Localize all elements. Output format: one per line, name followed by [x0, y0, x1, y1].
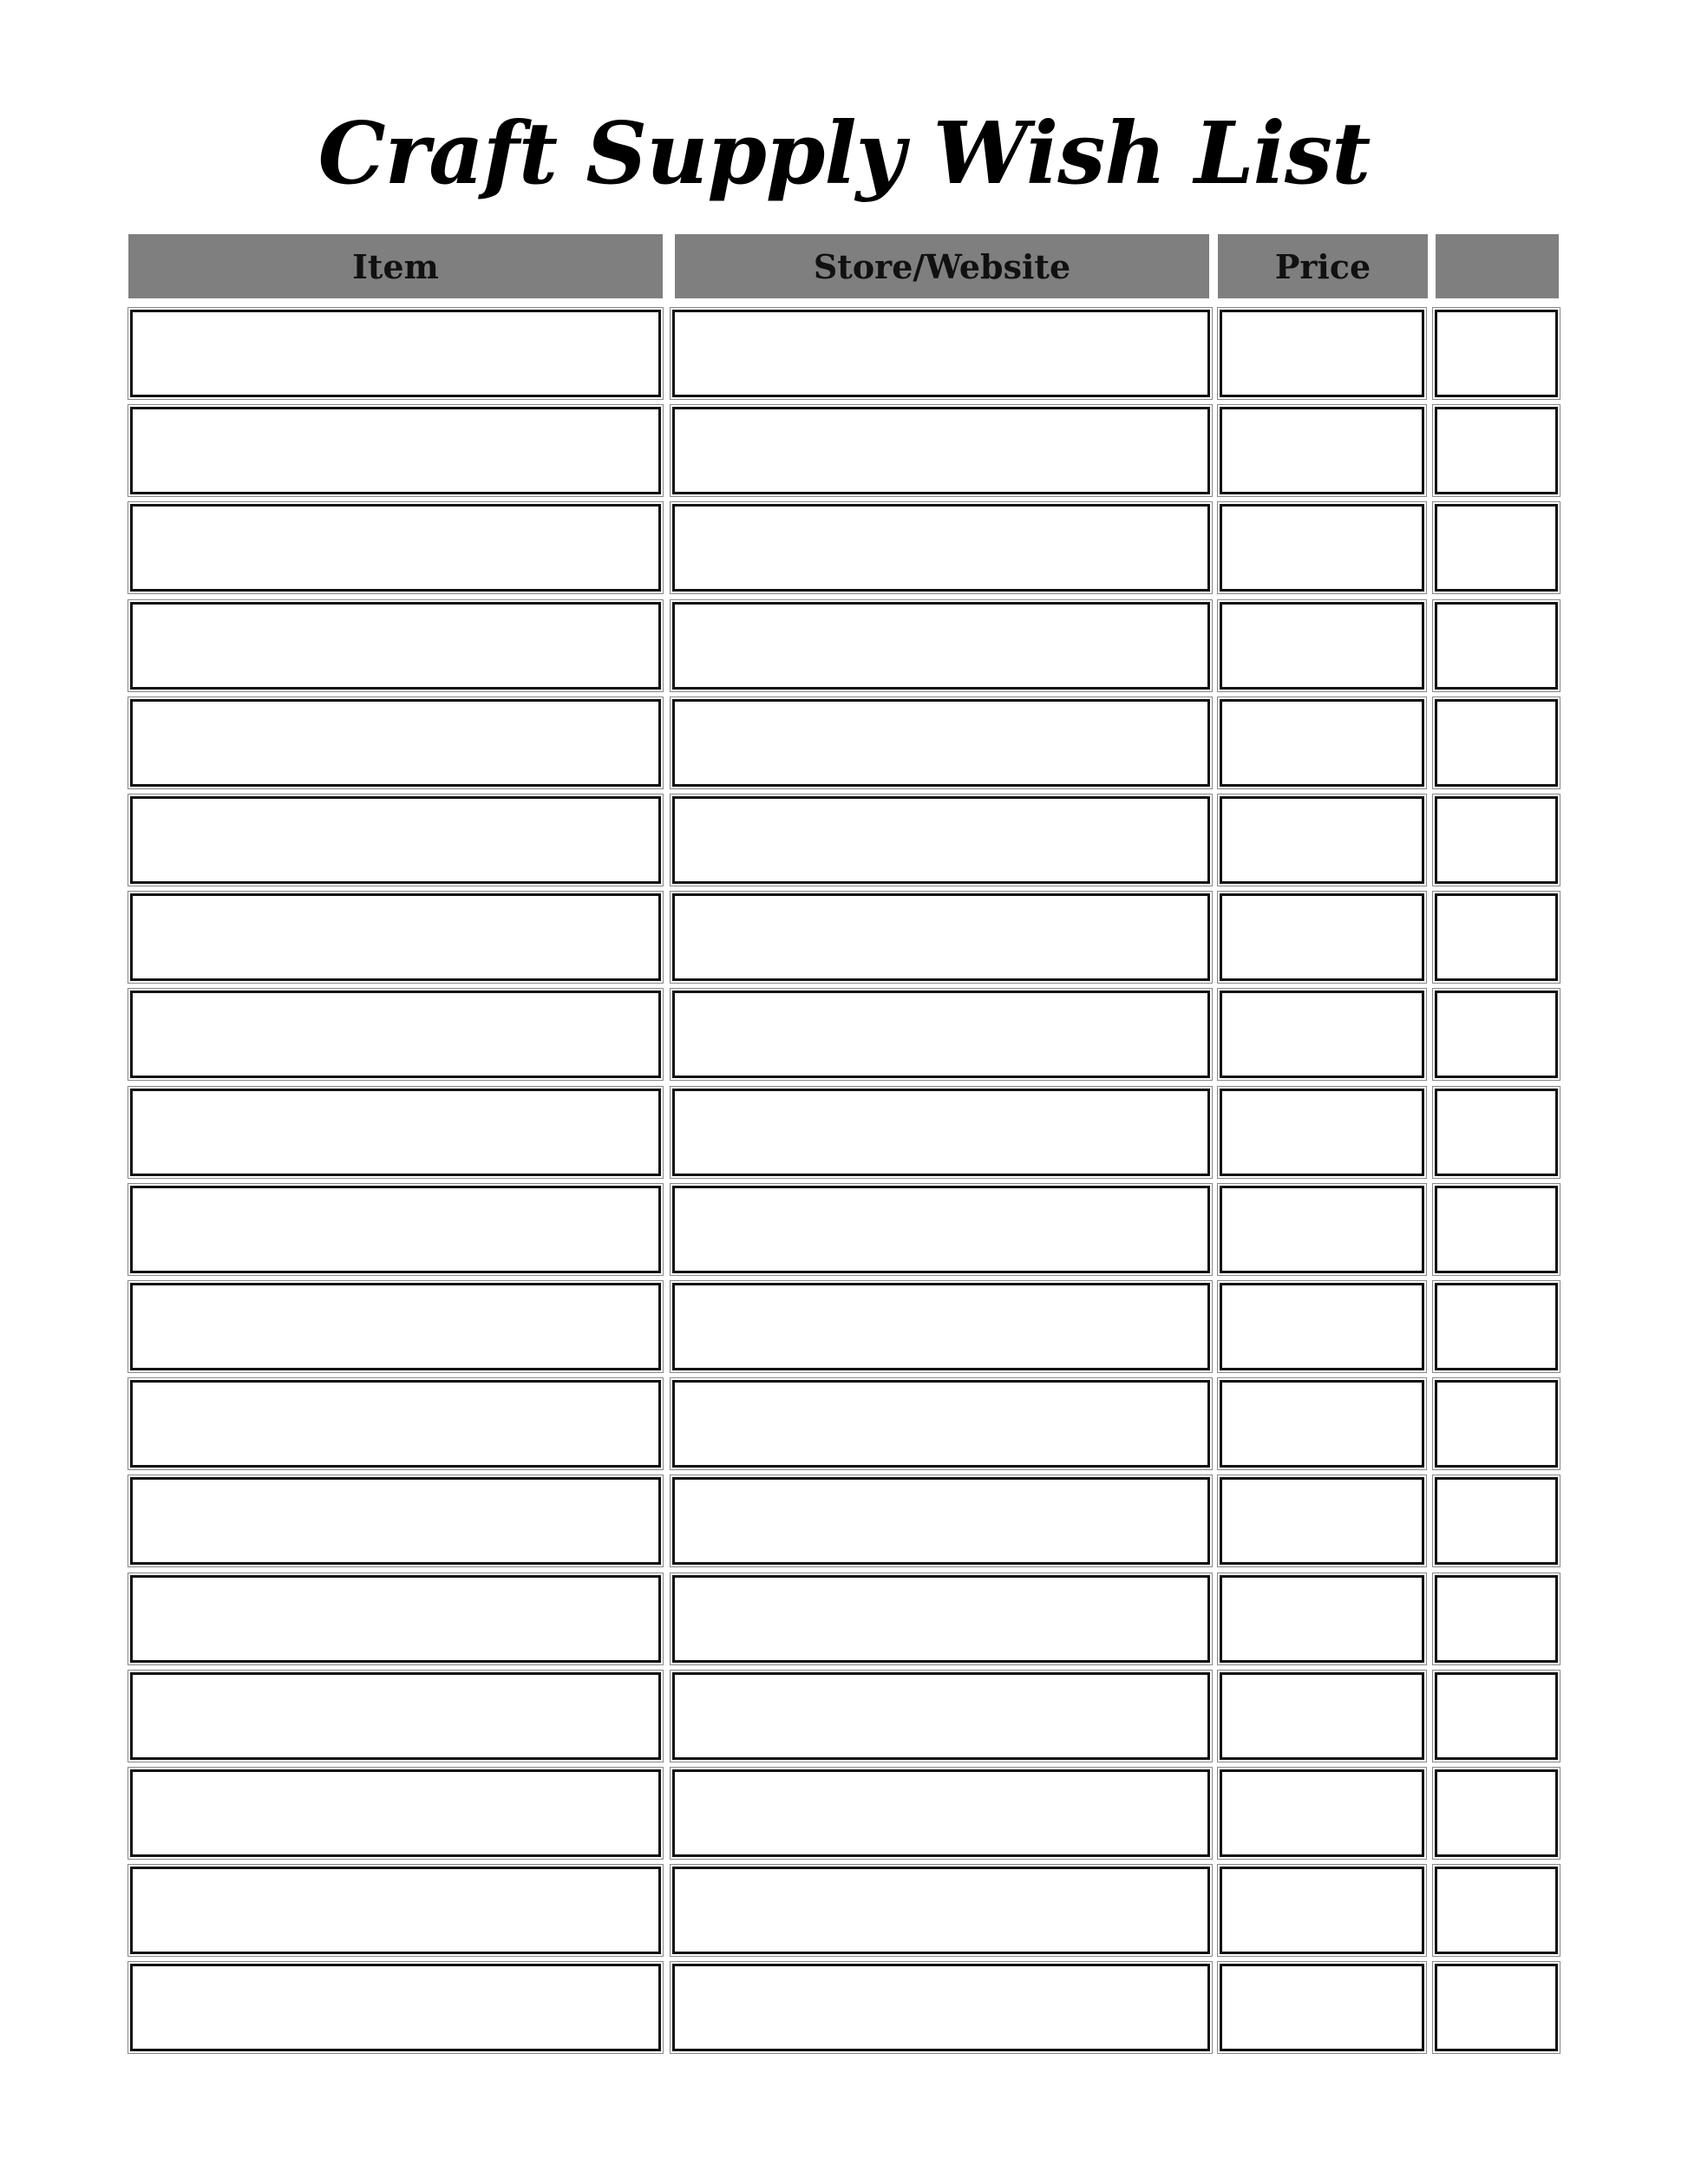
table-cell-extra[interactable]	[1435, 1964, 1558, 2051]
table-cell-store[interactable]	[672, 1186, 1210, 1273]
table-cell-extra[interactable]	[1435, 1867, 1558, 1954]
table-cell-price[interactable]	[1220, 1283, 1424, 1370]
table-cell-item[interactable]	[130, 991, 661, 1078]
table-cell-store[interactable]	[672, 1769, 1210, 1857]
table-cell-extra[interactable]	[1435, 1769, 1558, 1857]
table-cell-price[interactable]	[1220, 1964, 1424, 2051]
table-cell-price[interactable]	[1220, 1477, 1424, 1565]
table-cell-store[interactable]	[672, 1964, 1210, 2051]
table-cell-store[interactable]	[672, 796, 1210, 884]
table-cell-item[interactable]	[130, 602, 661, 690]
column-header-item: Item	[128, 234, 663, 298]
table-cell-extra[interactable]	[1435, 602, 1558, 690]
table-cell-price[interactable]	[1220, 699, 1424, 787]
table-cell-price[interactable]	[1220, 602, 1424, 690]
table-cell-store[interactable]	[672, 893, 1210, 981]
table-cell-item[interactable]	[130, 1089, 661, 1176]
table-cell-price[interactable]	[1220, 1575, 1424, 1663]
table-cell-extra[interactable]	[1435, 893, 1558, 981]
table-cell-item[interactable]	[130, 1380, 661, 1468]
table-cell-item[interactable]	[130, 407, 661, 494]
table-cell-price[interactable]	[1220, 1769, 1424, 1857]
table-cell-price[interactable]	[1220, 407, 1424, 494]
table-cell-item[interactable]	[130, 1186, 661, 1273]
table-cell-extra[interactable]	[1435, 1380, 1558, 1468]
table-cell-extra[interactable]	[1435, 310, 1558, 397]
table-cell-item[interactable]	[130, 893, 661, 981]
column-header-price: Price	[1218, 234, 1428, 298]
table-cell-item[interactable]	[130, 504, 661, 592]
table-cell-store[interactable]	[672, 1089, 1210, 1176]
table-cell-price[interactable]	[1220, 310, 1424, 397]
table-cell-store[interactable]	[672, 602, 1210, 690]
table-cell-price[interactable]	[1220, 1186, 1424, 1273]
table-cell-price[interactable]	[1220, 1672, 1424, 1760]
table-cell-extra[interactable]	[1435, 1186, 1558, 1273]
table-cell-price[interactable]	[1220, 1089, 1424, 1176]
table-cell-extra[interactable]	[1435, 1477, 1558, 1565]
table-cell-extra[interactable]	[1435, 991, 1558, 1078]
table-cell-price[interactable]	[1220, 796, 1424, 884]
table-cell-item[interactable]	[130, 1283, 661, 1370]
table-cell-extra[interactable]	[1435, 1283, 1558, 1370]
table-cell-item[interactable]	[130, 1575, 661, 1663]
table-cell-item[interactable]	[130, 1477, 661, 1565]
table-cell-store[interactable]	[672, 504, 1210, 592]
table-cell-store[interactable]	[672, 1380, 1210, 1468]
table-cell-extra[interactable]	[1435, 504, 1558, 592]
table-cell-item[interactable]	[130, 796, 661, 884]
table-cell-item[interactable]	[130, 1672, 661, 1760]
table-cell-item[interactable]	[130, 1867, 661, 1954]
table-cell-price[interactable]	[1220, 991, 1424, 1078]
table-cell-extra[interactable]	[1435, 1089, 1558, 1176]
table-cell-extra[interactable]	[1435, 1575, 1558, 1663]
table-cell-store[interactable]	[672, 1867, 1210, 1954]
table-cell-store[interactable]	[672, 1283, 1210, 1370]
table-cell-store[interactable]	[672, 1477, 1210, 1565]
table-cell-item[interactable]	[130, 699, 661, 787]
table-cell-price[interactable]	[1220, 893, 1424, 981]
table-cell-price[interactable]	[1220, 504, 1424, 592]
page-title: Craft Supply Wish List	[317, 104, 1371, 204]
column-header-store-website: Store/Website	[675, 234, 1209, 298]
table-cell-store[interactable]	[672, 407, 1210, 494]
table-cell-extra[interactable]	[1435, 1672, 1558, 1760]
table-cell-store[interactable]	[672, 991, 1210, 1078]
table-cell-store[interactable]	[672, 310, 1210, 397]
table-cell-extra[interactable]	[1435, 699, 1558, 787]
table-cell-store[interactable]	[672, 699, 1210, 787]
table-cell-store[interactable]	[672, 1575, 1210, 1663]
table-cell-store[interactable]	[672, 1672, 1210, 1760]
table-cell-item[interactable]	[130, 1964, 661, 2051]
table-cell-price[interactable]	[1220, 1867, 1424, 1954]
table-cell-item[interactable]	[130, 1769, 661, 1857]
table-cell-extra[interactable]	[1435, 796, 1558, 884]
table-cell-item[interactable]	[130, 310, 661, 397]
table-cell-extra[interactable]	[1435, 407, 1558, 494]
table-cell-price[interactable]	[1220, 1380, 1424, 1468]
